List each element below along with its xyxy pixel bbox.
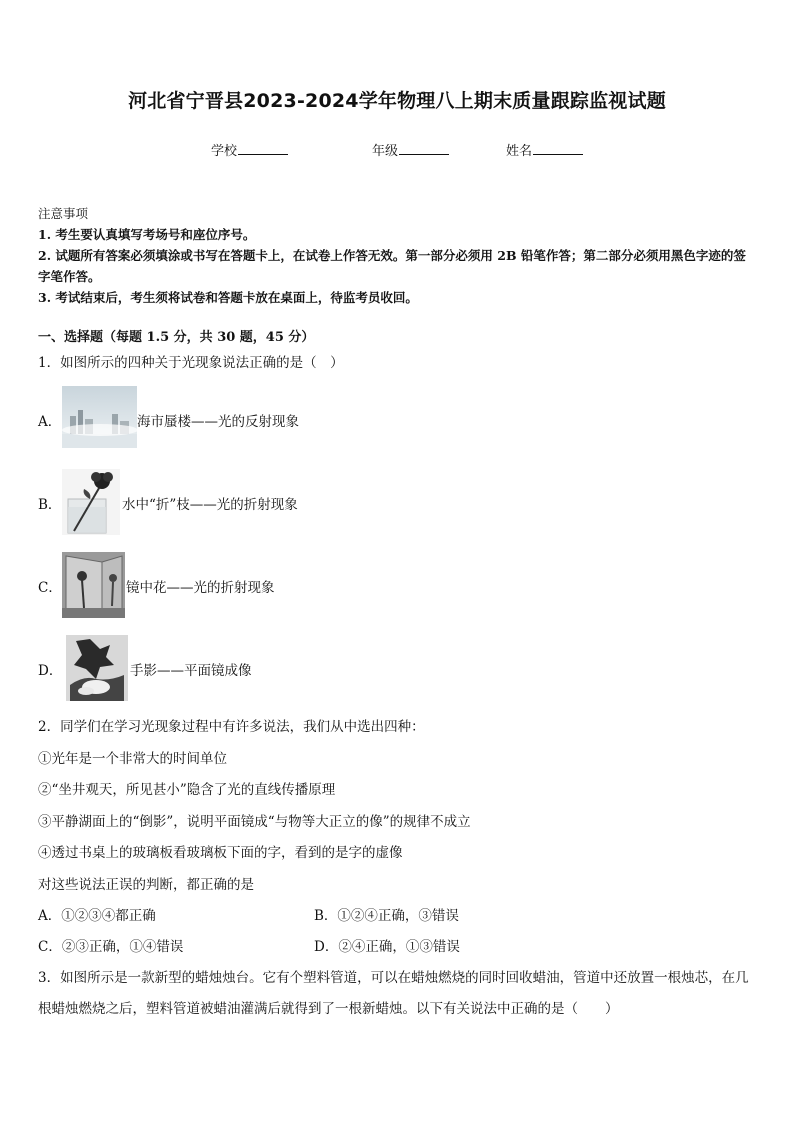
option-letter: C． (38, 580, 62, 596)
judge-line: 对这些说法正误的判断，都正确的是 (38, 876, 254, 893)
notice-item: 3. 考试结束后，考生须将试卷和答题卡放在桌面上，待监考员收回。 (38, 290, 418, 305)
option-letter: A． (38, 414, 62, 430)
grade-field (372, 140, 449, 159)
flower-in-glass-photo (62, 469, 120, 535)
statement: ③平静湖面上的“倒影”，说明平面镜成“与物等大正立的像”的规律不成立 (38, 813, 471, 830)
name-label: 姓名 (506, 144, 533, 159)
school-field (211, 140, 288, 159)
grade-blank[interactable] (399, 141, 449, 155)
option-letter: D． (38, 663, 63, 679)
question-1-stem: 1．如图所示的四种关于光现象说法正确的是（ ） (38, 355, 344, 371)
notice-item: 1. 考生要认真填写考场号和座位序号。 (38, 227, 256, 242)
name-blank[interactable] (533, 141, 583, 155)
q2-choice-a[interactable]: A．①②③④都正确 (38, 908, 156, 924)
name-field (506, 140, 583, 159)
statement: ④透过书桌上的玻璃板看玻璃板下面的字，看到的是字的虚像 (38, 845, 403, 861)
section-heading: 一、选择题（每题 1.5 分，共 30 题，45 分） (38, 330, 315, 345)
notice-section (38, 203, 758, 308)
question-2 (38, 716, 758, 967)
q2-choice-c[interactable]: C．②③正确，①④错误 (38, 939, 184, 955)
option-caption: 手影——平面镜成像 (130, 663, 252, 679)
mirage-photo (62, 386, 137, 448)
page-title: 河北省宁晋县2023-2024学年物理八上期末质量跟踪监视试题 (128, 90, 666, 112)
notice-item: 2. 试题所有答案必须填涂或书写在答题卡上，在试卷上作答无效。第一部分必须用 2B 铅笔作答；第二部分必须用黑色字迹的签字笔作答。 (38, 248, 746, 284)
school-blank[interactable] (238, 141, 288, 155)
notice-heading: 注意事项 (38, 206, 89, 221)
option-caption: 水中“折”枝——光的折射现象 (122, 497, 298, 513)
grade-label: 年级 (372, 144, 399, 159)
option-letter: B． (38, 497, 62, 513)
choice-row (38, 905, 758, 936)
hand-shadow-photo (66, 635, 128, 701)
question-2-stem: 2．同学们在学习光现象过程中有许多说法，我们从中选出四种： (38, 719, 425, 735)
student-info-fields (0, 140, 794, 160)
statement: ②“坐井观天，所见甚小”隐含了光的直线传播原理 (38, 782, 336, 798)
q2-choice-b[interactable]: B．①②④正确，③错误 (314, 908, 459, 924)
question-3-stem: 3．如图所示是一款新型的蜡烛烛台。它有个塑料管道，可以在蜡烛燃烧的同时回收蜡油，管道中还放置一根烛芯，在几根蜡烛燃烧之后，塑料管道被蜡油灌满后就得到了一根新蜡烛。以下有关说法中正确的是（ ） (38, 970, 749, 1017)
flower-mirror-photo (62, 552, 125, 618)
statement: ①光年是一个非常大的时间单位 (38, 750, 227, 767)
option-caption: 镜中花——光的折射现象 (126, 580, 275, 596)
school-label: 学校 (211, 144, 238, 159)
option-caption: 海市蜃楼——光的反射现象 (137, 414, 299, 430)
q2-choice-d[interactable]: D．②④正确，①③错误 (314, 939, 460, 955)
